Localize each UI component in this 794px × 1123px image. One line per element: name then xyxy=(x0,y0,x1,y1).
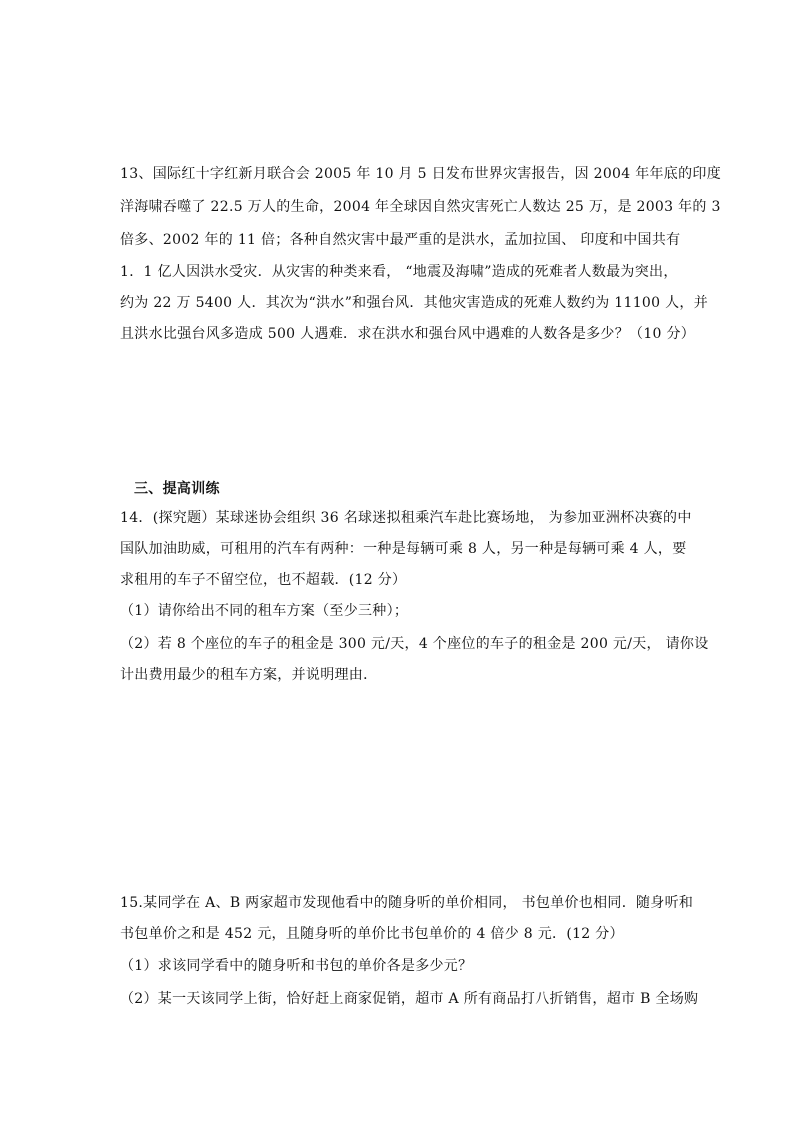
q13-line-2: 洋海啸吞噬了 22.5 万人的生命，2004 年全球因自然灾害死亡人数达 25 万，是 2003 年的 3 xyxy=(120,199,721,215)
q13-line-5: 约为 22 万 5400 人．其次为“洪水”和强台风．其他灾害造成的死难人数约为 11100 人，并 xyxy=(120,295,708,311)
q15-line-4: （2）某一天该同学上街，恰好赶上商家促销，超市 A 所有商品打八折销售，超市 B 全场购 xyxy=(120,991,699,1007)
q13-line-1: 13、国际红十字红新月联合会 2005 年 10 月 5 日发布世界灾害报告，因 2004 年年底的印度 xyxy=(120,166,721,182)
q14-line-1: 14．(探究题）某球迷协会组织 36 名球迷拟租乘汽车赴比赛场地， 为参加亚洲杯决赛的中 xyxy=(120,510,692,526)
q14-line-2: 国队加油助威，可租用的汽车有两种：一种是每辆可乘 8 人，另一种是每辆可乘 4 人，要 xyxy=(120,541,687,557)
q14-line-4: （1）请你给出不同的租车方案（至少三种）； xyxy=(120,603,409,619)
q13-line-6: 且洪水比强台风多造成 500 人遇难．求在洪水和强台风中遇难的人数各是多少？（10 分） xyxy=(120,326,696,342)
section-title: 三、提高训练 xyxy=(134,481,220,497)
q15-line-1: 15.某同学在 A、B 两家超市发现他看中的随身听的单价相同， 书包单价也相同．随身听和 xyxy=(120,895,694,911)
q14-line-6: 计出费用最少的租车方案，并说明理由． xyxy=(120,667,378,683)
q14-line-3: 求租用的车子不留空位，也不超载．(12 分） xyxy=(120,572,407,588)
q15-line-2: 书包单价之和是 452 元，且随身听的单价比书包单价的 4 倍少 8 元．(12 分） xyxy=(120,926,624,942)
q13-line-4: 1．1 亿人因洪水受灾．从灾害的种类来看， “地震及海啸”造成的死难者人数最为突出， xyxy=(120,264,678,280)
q13-line-3: 倍多、2002 年的 11 倍；各种自然灾害中最严重的是洪水，孟加拉国、 印度和中国共有 xyxy=(120,232,681,248)
q14-line-5: （2）若 8 个座位的车子的租金是 300 元/天，4 个座位的车子的租金是 200 元/天， 请你设 xyxy=(120,636,709,652)
q15-line-3: （1）求该同学看中的随身听和书包的单价各是多少元？ xyxy=(120,958,473,974)
